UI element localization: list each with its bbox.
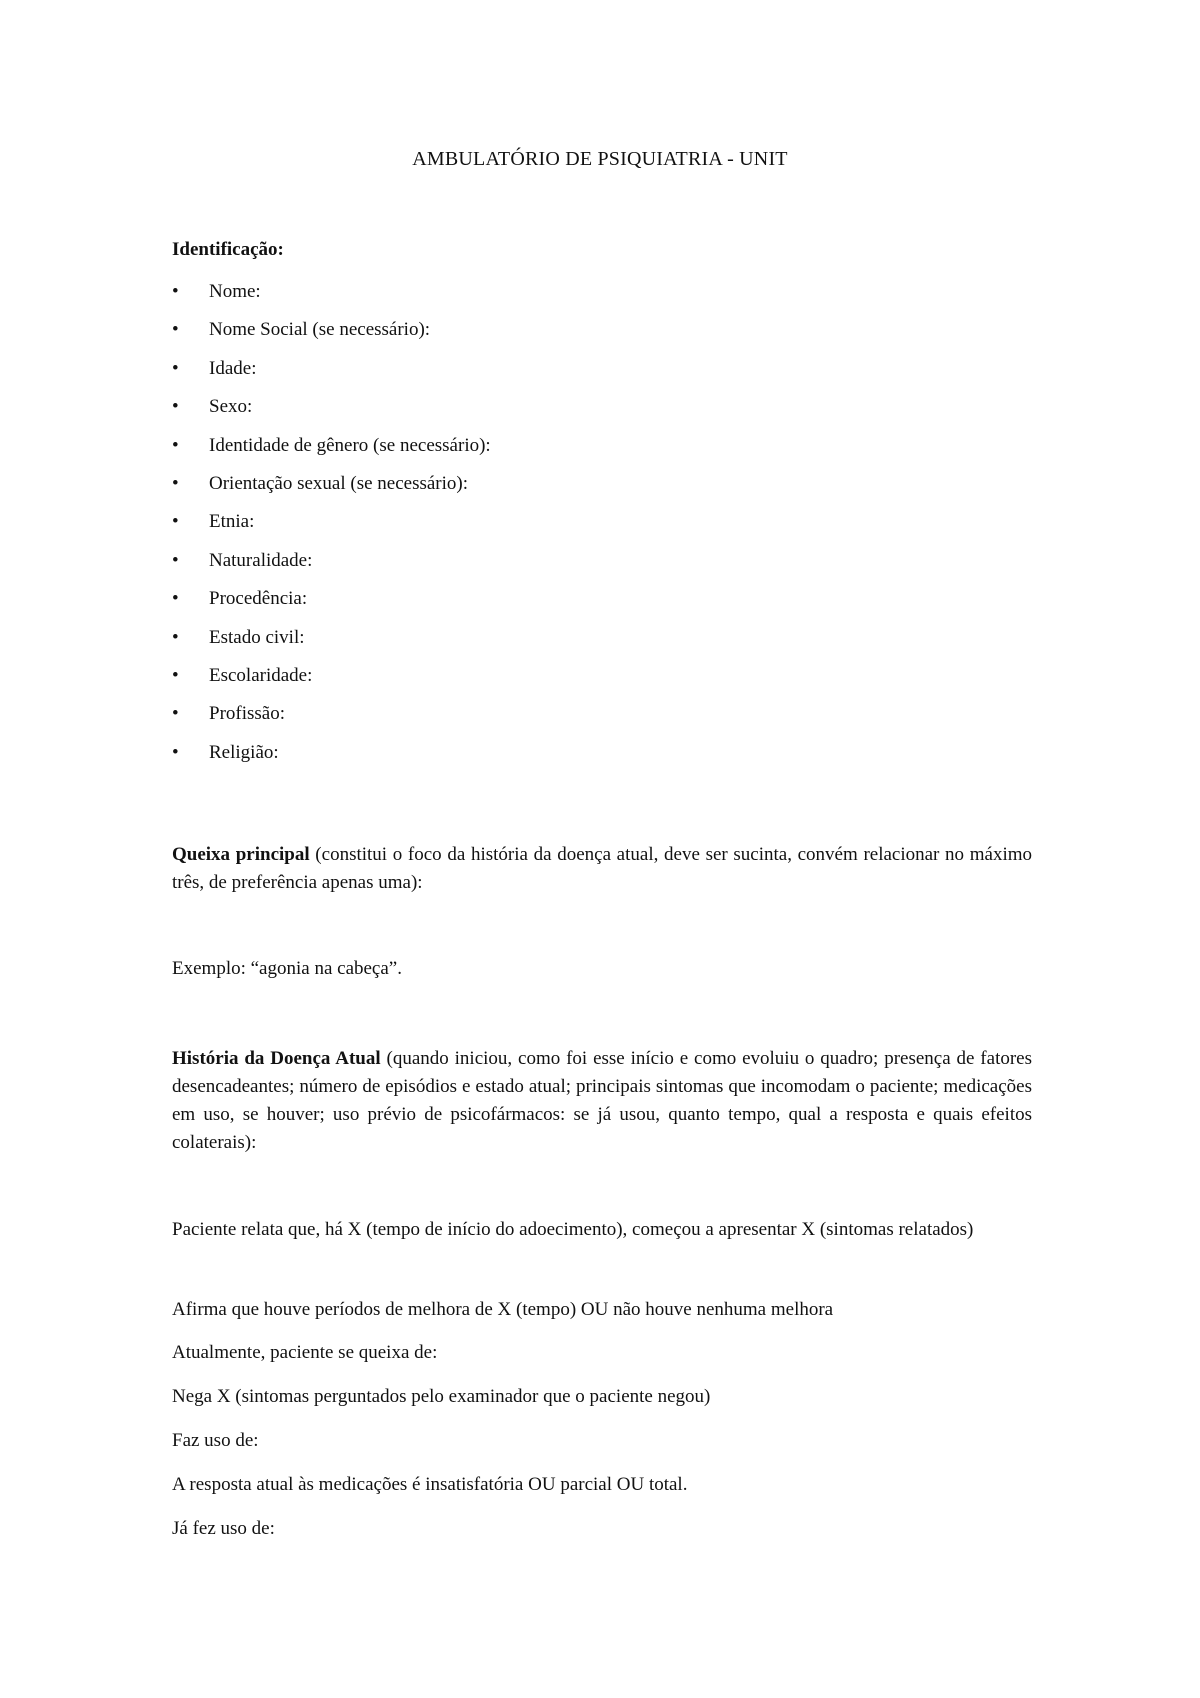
bullet-icon: •: [172, 357, 179, 379]
list-item: [172, 508, 872, 546]
hda-line: Já fez uso de:: [172, 1518, 275, 1539]
bullet-icon: •: [172, 396, 179, 418]
list-item: [172, 393, 872, 431]
list-item-label: Religião:: [209, 741, 279, 763]
bullet-icon: •: [172, 626, 179, 648]
list-item: [172, 470, 872, 508]
list-item-label: Etnia:: [209, 511, 255, 533]
identificacao-list: [172, 278, 872, 777]
list-item-label: Idade:: [209, 357, 257, 379]
list-item: [172, 316, 872, 354]
list-item-label: Orientação sexual (se necessário):: [209, 472, 469, 494]
list-item-label: Naturalidade:: [209, 549, 313, 571]
hda-description: (quando iniciou, como foi esse início e como evoluiu o quadro; presença de fatores desencadeantes; número de episódios e estado atual; principais sintomas que incomodam o paciente; medicações em uso, se houver; uso prévio de psicofármacos: se já usou, quanto tempo, qual a resposta e quais efeitos colaterais):: [172, 1048, 1033, 1153]
bullet-icon: •: [172, 434, 179, 456]
list-item: [172, 624, 872, 662]
identificacao-heading: Identificação:: [172, 239, 284, 260]
bullet-icon: •: [172, 588, 179, 610]
list-item-label: Nome:: [209, 281, 261, 302]
bullet-icon: •: [172, 664, 179, 686]
list-item: [172, 278, 872, 316]
queixa-example: Exemplo: “agonia na cabeça”.: [172, 958, 402, 979]
bullet-icon: •: [172, 549, 179, 571]
list-item: [172, 432, 872, 470]
bullet-icon: •: [172, 472, 179, 494]
hda-line: Paciente relata que, há X (tempo de início do adoecimento), começou a apresentar X (sintomas relatados): [172, 1219, 974, 1240]
list-item-label: Identidade de gênero (se necessário):: [209, 434, 491, 456]
list-item: [172, 739, 872, 777]
hda-line: A resposta atual às medicações é insatisfatória OU parcial OU total.: [172, 1474, 688, 1495]
queixa-paragraph: [172, 841, 1032, 897]
list-item-label: Nome Social (se necessário):: [209, 319, 431, 341]
list-item: [172, 662, 872, 700]
list-item: [172, 700, 872, 738]
list-item-label: Estado civil:: [209, 626, 305, 648]
list-item: [172, 547, 872, 585]
list-item-label: Procedência:: [209, 588, 308, 610]
hda-line: Atualmente, paciente se queixa de:: [172, 1342, 438, 1363]
list-item-label: Escolaridade:: [209, 664, 313, 686]
bullet-icon: •: [172, 281, 179, 302]
hda-line: Nega X (sintomas perguntados pelo examinador que o paciente negou): [172, 1386, 711, 1407]
queixa-heading: Queixa principal: [172, 844, 310, 865]
document-title: AMBULATÓRIO DE PSIQUIATRIA - UNIT: [412, 148, 788, 170]
bullet-icon: •: [172, 703, 179, 725]
hda-line: Afirma que houve períodos de melhora de X (tempo) OU não houve nenhuma melhora: [172, 1299, 834, 1320]
hda-heading: História da Doença Atual: [172, 1048, 381, 1069]
hda-paragraph: [172, 1045, 1032, 1157]
list-item-label: Profissão:: [209, 703, 285, 725]
list-item-label: Sexo:: [209, 396, 253, 418]
list-item: [172, 585, 872, 623]
bullet-icon: •: [172, 319, 179, 341]
bullet-icon: •: [172, 741, 179, 763]
list-item: [172, 355, 872, 393]
hda-line: Faz uso de:: [172, 1430, 259, 1451]
bullet-icon: •: [172, 511, 179, 533]
queixa-description: (constitui o foco da história da doença atual, deve ser sucinta, convém relacionar no máximo três, de preferência apenas uma):: [172, 844, 1032, 893]
